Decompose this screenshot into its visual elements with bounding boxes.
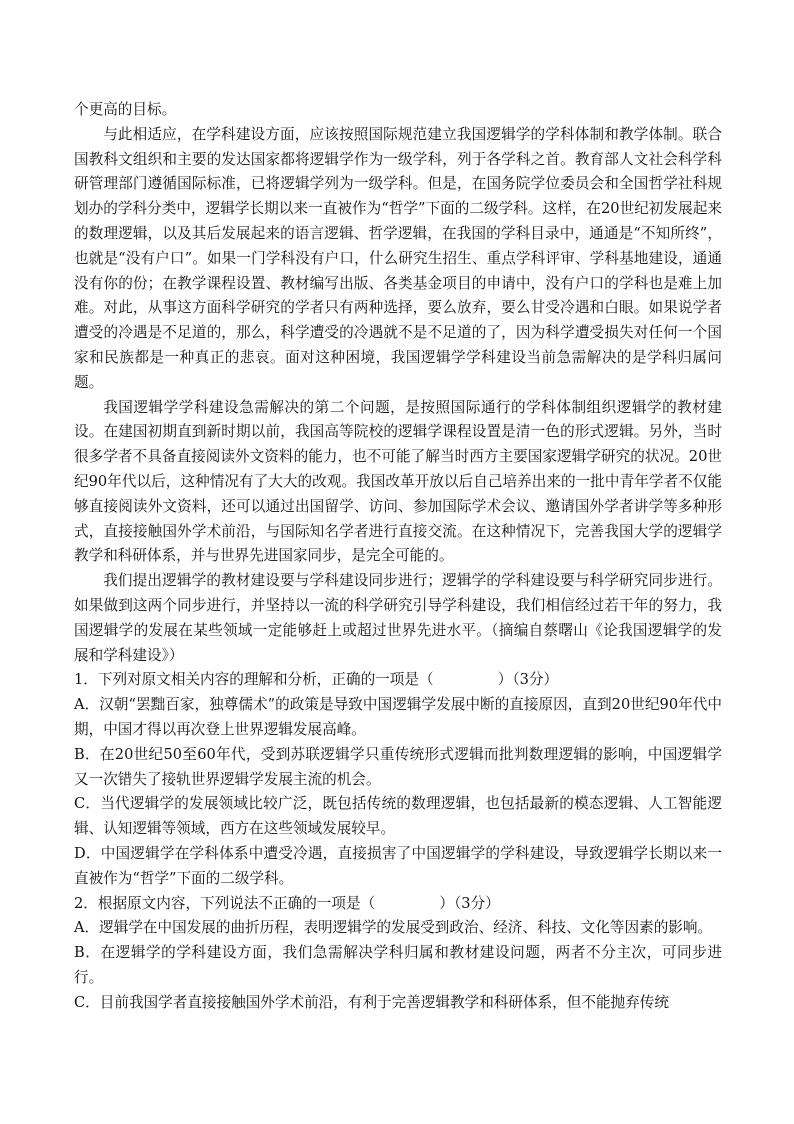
question-2-stem [74, 892, 722, 917]
article-paragraph-2: 我国逻辑学学科建设急需解决的第二个问题，是按照国际通行的学科体制组织逻辑学的教材建设。在建国初期直到新时期以前，我国高等院校的逻辑学课程设置是清一色的形式逻辑。另外，当时很多学者不具备直接阅读外文资料的能力，也不可能了解当时西方主要国家逻辑学研究的状况。20世纪90年代以后，这种情况有了大大的改观。我国改革开放以后自己培养出来的一批中青年学者不仅能够直接阅读外文资料，还可以通过出国留学、访问、参加国际学术会议、邀请国外学者讲学等多种形式，直接接触国外学术前沿，与国际知名学者进行直接交流。在这种情况下，完善我国大学的逻辑学教学和科研体系，并与世界先进国家同步，是完全可能的。 [74, 398, 722, 565]
question-1-stem-text: 1．下列对原文相关内容的理解和分析，正确的一项是（ [74, 671, 434, 689]
question-1-option-a: A．汉朝“罢黜百家，独尊儒术”的政策是导致中国逻辑学发展中断的直接原因，直到20世纪90年代中期，中国才得以再次登上世界逻辑发展高峰。 [74, 696, 722, 738]
question-1-option-d: D．中国逻辑学在学科体系中遭受冷遇，直接损害了中国逻辑学的学科建设，导致逻辑学长期以来一直被作为“哲学”下面的二级学科。 [74, 844, 722, 887]
article-paragraph-3: 我们提出逻辑学的教材建设要与学科建设同步进行；逻辑学的学科建设要与科学研究同步进行。如果做到这两个同步进行，并坚持以一流的科学研究引导学科建设，我们相信经过若干年的努力，我国逻辑学的发展在某些领域一定能够赶上或超过世界先进水平。（摘编自蔡曙山《论我国逻辑学的发展和学科建设》） [74, 572, 722, 664]
question-2-option-a: A．逻辑学在中国发展的曲折历程，表明逻辑学的发展受到政治、经济、科技、文化等因素的影响。 [74, 919, 713, 937]
question-2-score: ）（3分） [439, 894, 500, 912]
article-paragraph-1: 与此相适应，在学科建设方面，应该按照国际规范建立我国逻辑学的学科体制和教学体制。联合国教科文组织和主要的发达国家都将逻辑学作为一级学科，列于各学科之首。教育部人文社会科学科研管理部门遵循国际标准，已将逻辑学列为一级学科。但是，在国务院学位委员会和全国哲学社科规划办的学科分类中，逻辑学长期以来一直被作为“哲学”下面的二级学科。这样，在20世纪初发展起来的数理逻辑，以及其后发展起来的语言逻辑、哲学逻辑，在我国的学科目录中，通通是“不知所终”，也就是“没有户口”。如果一门学科没有户口，什么研究生招生、重点学科评审、学科基地建设，通通没有你的份；在教学课程设置、教材编写出版、各类基金项目的申请中，没有户口的学科也是难上加难。对此，从事这方面科学研究的学者只有两种选择，要么放弃，要么甘受冷遇和白眼。如果说学者遭受的冷遇是不足道的，那么，科学遭受的冷遇就不是不足道的了，因为科学遭受损失对任何一个国家和民族都是一种真正的悲哀。面对这种困境，我国逻辑学学科建设当前急需解决的是学科归属问题。 [74, 125, 722, 391]
question-1-option-b: B．在20世纪50至60年代，受到苏联逻辑学只重传统形式逻辑而批判数理逻辑的影响，中国逻辑学又一次错失了接轨世界逻辑学发展主流的机会。 [74, 745, 722, 788]
question-2-option-b: B．在逻辑学的学科建设方面，我们急需解决学科归属和教材建设问题，两者不分主次，可同步进行。 [74, 944, 722, 986]
question-1-option-c: C．当代逻辑学的发展领域比较广泛，既包括传统的数理逻辑，也包括最新的模态逻辑、人工智能逻辑、认知逻辑等领域，西方在这些领域发展较早。 [74, 795, 722, 838]
question-2-option-c: C．目前我国学者直接接触国外学术前沿，有利于完善逻辑教学和科研体系，但不能抛弃传统 [74, 993, 669, 1011]
question-2-stem-text: 2．根据原文内容，下列说法不正确的一项是（ [74, 894, 376, 912]
question-1-stem [74, 668, 722, 693]
article-lead: 个更高的目标。 [74, 101, 177, 118]
exam-page [74, 98, 722, 1015]
question-1-score: ）（3分） [497, 671, 559, 689]
